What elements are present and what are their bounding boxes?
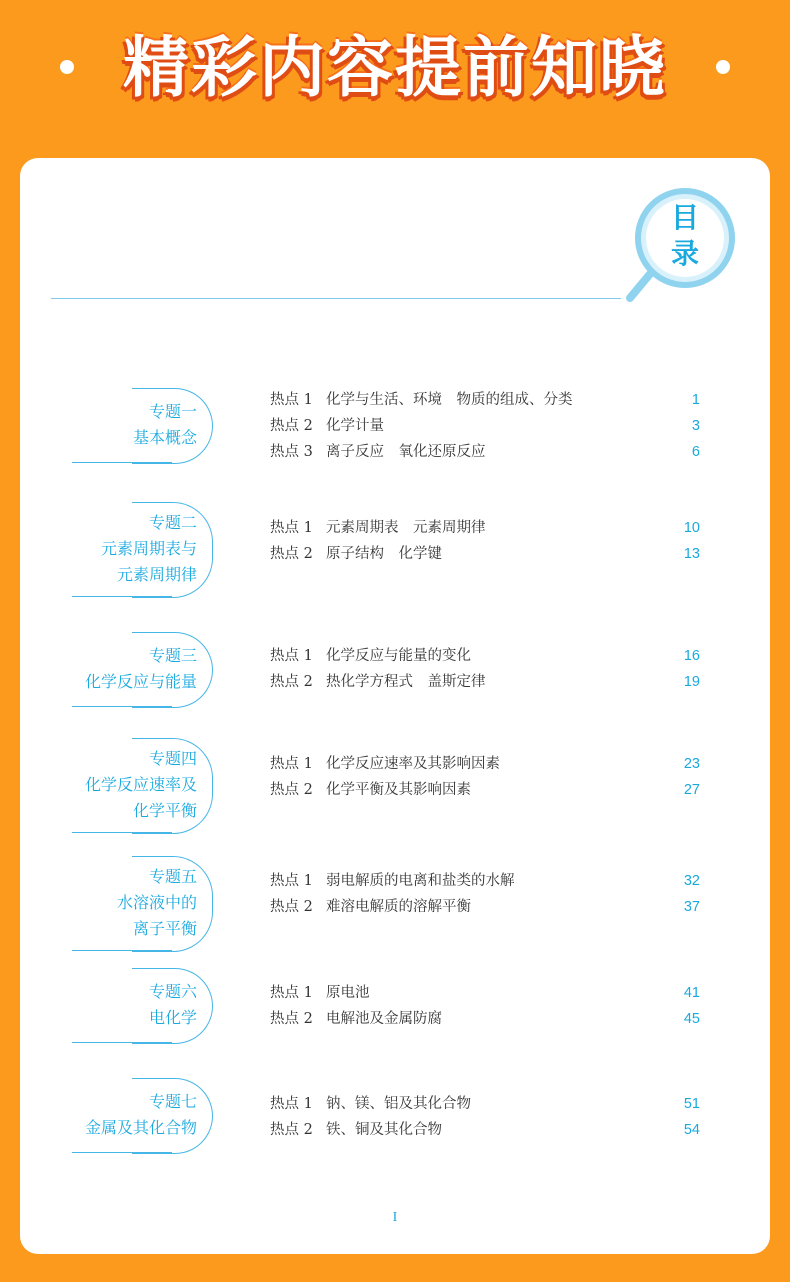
topic-title: 化学平衡: [132, 801, 197, 820]
entry-title: 化学计量: [326, 418, 384, 434]
entry-label: 热点 2: [270, 418, 313, 434]
entry-title: 热化学方程式 盖斯定律: [326, 674, 486, 690]
topic-title: 水溶液中的: [116, 893, 197, 912]
entry-title: 离子反应 氧化还原反应: [326, 444, 486, 460]
entry-label: 热点 1: [270, 648, 313, 664]
entry-page-number: 13: [683, 546, 700, 562]
entry-title: 化学反应与能量的变化: [326, 648, 471, 664]
bullet-dot-right: [716, 60, 730, 74]
entry-title: 原子结构 化学键: [326, 546, 442, 562]
banner-title: 精彩内容提前知晓: [123, 29, 667, 106]
entry-title: 化学平衡及其影响因素: [326, 782, 471, 798]
entry-label: 热点 2: [270, 674, 313, 690]
topic-number: 专题三: [148, 646, 197, 665]
topic-title: 元素周期律: [116, 565, 197, 584]
entry-label: 热点 3: [270, 444, 313, 460]
entry-page-number: 1: [691, 392, 700, 408]
entry-page-number: 3: [691, 418, 700, 434]
topic-title: 元素周期表与: [100, 539, 197, 558]
entry-label: 热点 2: [270, 546, 313, 562]
entry-title: 化学反应速率及其影响因素: [326, 756, 500, 772]
toc-entry[interactable]: [270, 541, 740, 567]
banner: [0, 0, 790, 158]
toc-entry[interactable]: [270, 413, 740, 439]
topic-title: 化学反应与能量: [84, 672, 197, 691]
entry-page-number: 51: [683, 1096, 700, 1112]
toc-entry[interactable]: [270, 515, 740, 541]
topic-number: 专题五: [148, 867, 197, 886]
entry-page-number: 41: [683, 985, 700, 1001]
entry-label: 热点 1: [270, 873, 313, 889]
toc-heading-char-1: 目: [670, 201, 699, 234]
entry-page-number: 27: [683, 782, 700, 798]
topic-number: 专题一: [148, 402, 197, 421]
topic-underline: [72, 950, 172, 951]
entry-page-number: 6: [691, 444, 700, 460]
topic-number: 专题二: [148, 513, 197, 532]
toc-entry[interactable]: [270, 669, 740, 695]
entry-label: 热点 2: [270, 1011, 313, 1027]
topic-underline: [72, 832, 172, 833]
entry-page-number: 37: [683, 899, 700, 915]
toc-card: [20, 158, 770, 1254]
entry-title: 铁、铜及其化合物: [326, 1122, 442, 1138]
entry-label: 热点 1: [270, 520, 313, 536]
entry-page-number: 23: [683, 756, 700, 772]
entry-page-number: 10: [683, 520, 700, 536]
entry-label: 热点 2: [270, 899, 313, 915]
toc-entry[interactable]: [270, 1117, 740, 1143]
entry-page-number: 54: [683, 1122, 700, 1138]
toc-entry[interactable]: [270, 387, 740, 413]
toc-entry[interactable]: [270, 751, 740, 777]
entry-label: 热点 1: [270, 756, 313, 772]
toc-entry[interactable]: [270, 1091, 740, 1117]
entry-title: 弱电解质的电离和盐类的水解: [326, 873, 515, 889]
entry-title: 钠、镁、铝及其化合物: [326, 1096, 471, 1112]
entry-title: 化学与生活、环境 物质的组成、分类: [326, 392, 573, 408]
toc-entry[interactable]: [270, 980, 740, 1006]
topic-title: 金属及其化合物: [84, 1118, 197, 1137]
topic-underline: [72, 596, 172, 597]
topic-underline: [72, 1152, 172, 1153]
topic-title: 离子平衡: [132, 919, 197, 938]
entry-label: 热点 1: [270, 392, 313, 408]
topic-number: 专题四: [148, 749, 197, 768]
entry-label: 热点 2: [270, 782, 313, 798]
toc-entry[interactable]: [270, 894, 740, 920]
entry-title: 难溶电解质的溶解平衡: [326, 899, 471, 915]
topic-underline: [72, 1042, 172, 1043]
topic-title: 化学反应速率及: [84, 775, 197, 794]
page-number: I: [392, 1210, 398, 1225]
topic-number: 专题六: [148, 982, 197, 1001]
entry-title: 元素周期表 元素周期律: [326, 520, 486, 536]
topic-title: 基本概念: [132, 428, 197, 447]
entry-label: 热点 1: [270, 1096, 313, 1112]
entry-label: 热点 2: [270, 1122, 313, 1138]
entry-title: 原电池: [326, 985, 370, 1001]
toc-entry[interactable]: [270, 439, 740, 465]
header-divider: [51, 298, 621, 299]
toc-entry[interactable]: [270, 1006, 740, 1032]
toc-entry[interactable]: [270, 868, 740, 894]
entry-page-number: 16: [683, 648, 700, 664]
toc-entry[interactable]: [270, 777, 740, 803]
entry-page-number: 45: [683, 1011, 700, 1027]
toc-heading-char-2: 录: [670, 237, 699, 270]
topic-title: 电化学: [148, 1008, 197, 1027]
topic-number: 专题七: [148, 1092, 197, 1111]
entry-page-number: 32: [683, 873, 700, 889]
entry-title: 电解池及金属防腐: [326, 1011, 442, 1027]
toc-entry[interactable]: [270, 643, 740, 669]
topic-underline: [72, 706, 172, 707]
entry-page-number: 19: [683, 674, 700, 690]
entry-label: 热点 1: [270, 985, 313, 1001]
topic-underline: [72, 462, 172, 463]
